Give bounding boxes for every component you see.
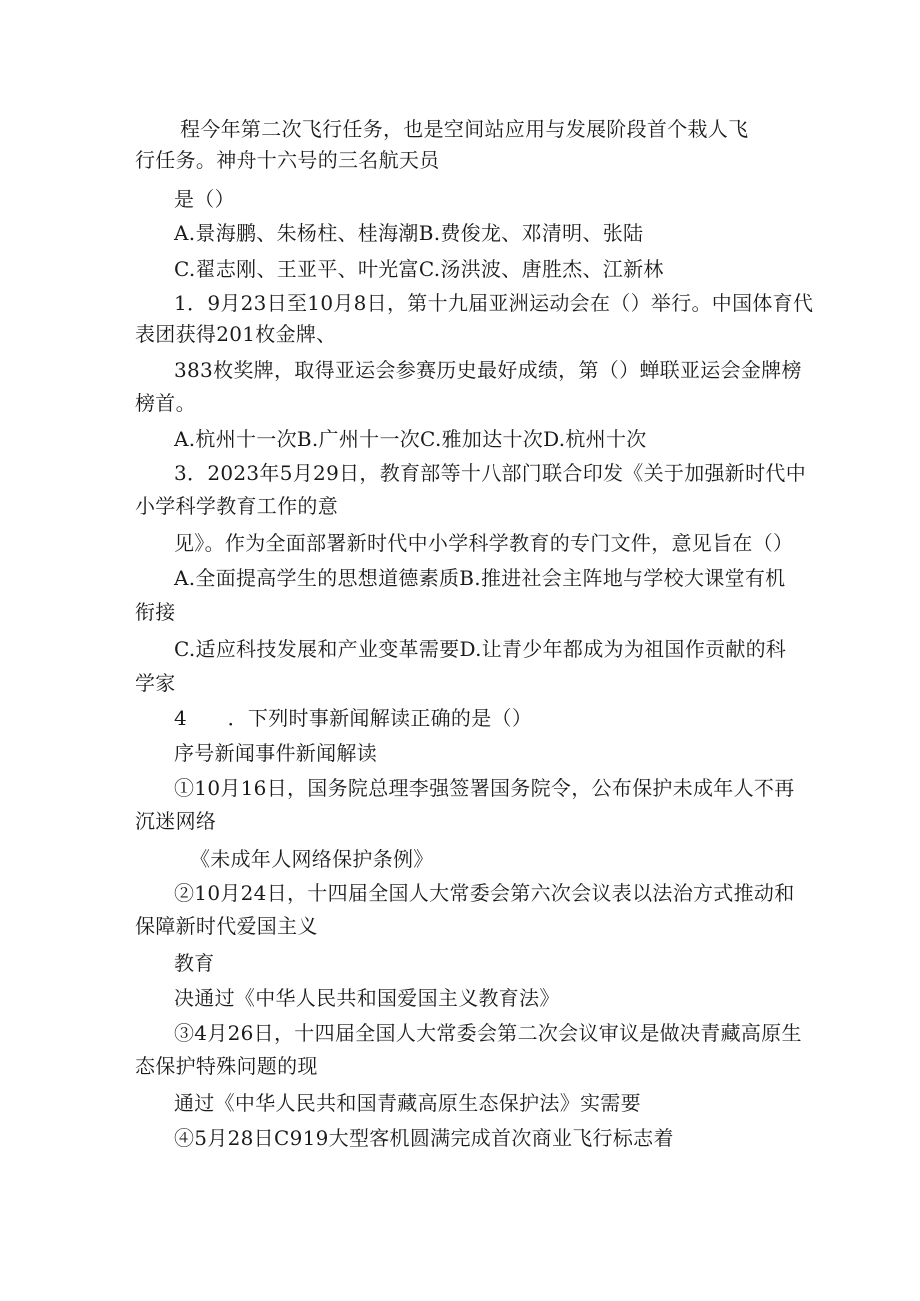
text-line: 小学科学教育工作的意 [135,494,338,518]
answer-options: C.翟志刚、王亚平、叶光富C.汤洪波、唐胜杰、江新林 [174,257,664,281]
text-line: 程今年第二次飞行任务，也是空间站应用与发展阶段首个栽人飞 [180,117,749,141]
text-line: 衔接 [135,600,176,624]
table-row: ③4月26日，十四届全国人大常委会第二次会议审议是做决青藏高原生 [174,1021,802,1045]
text-line: 学家 [135,671,176,695]
text-line: 表团获得201枚金牌、 [135,322,337,346]
text-line: 沉迷网络 [135,809,217,833]
answer-options: C.适应科技发展和产业变革需要D.让青少年都成为为祖国作贡献的科 [174,637,787,661]
text-line: 榜首。 [135,391,196,415]
text-line: 态保护特殊问题的现 [135,1054,318,1078]
text-line: 决通过《中华人民共和国爱国主义教育法》 [174,986,560,1010]
answer-options: A.杭州十一次B.广州十一次C.雅加达十次D.杭州十次 [174,427,647,451]
text-line: 见》。作为全面部署新时代中小学科学教育的专门文件，意见旨在（） [174,531,794,555]
table-row: ④5月28日C919大型客机圆满完成首次商业飞行标志着 [174,1126,674,1150]
text-line: 是（） [174,187,235,211]
text-line: 教育 [174,951,215,975]
text-line: 《未成年人网络保护条例》 [190,847,434,871]
text-line: 通过《中华人民共和国青藏高原生态保护法》实需要 [174,1091,641,1115]
table-header: 序号新闻事件新闻解读 [174,741,377,765]
question-text: 1．9月23日至10月8日，第十九届亚洲运动会在（）举行。中国体育代 [174,291,814,315]
table-row: ①10月16日，国务院总理李强签署国务院令，公布保护未成年人不再 [174,776,795,800]
answer-options: A.全面提高学生的思想道德素质B.推进社会主阵地与学校大课堂有机 [174,566,786,590]
text-line: 行任务。神舟十六号的三名航天员 [135,148,440,172]
question-text: 4 ．下列时事新闻解读正确的是（） [174,706,533,730]
question-text: 3．2023年5月29日，教育部等十八部门联合印发《关于加强新时代中 [174,461,806,485]
answer-options: A.景海鹏、朱杨柱、桂海潮B.费俊龙、邓清明、张陆 [174,221,644,245]
table-row: ②10月24日，十四届全国人大常委会第六次会议表以法治方式推动和 [174,881,795,905]
text-line: 383枚奖牌，取得亚运会参赛历史最好成绩，第（）蝉联亚运会金牌榜 [174,358,802,382]
text-line: 保障新时代爱国主义 [135,914,318,938]
